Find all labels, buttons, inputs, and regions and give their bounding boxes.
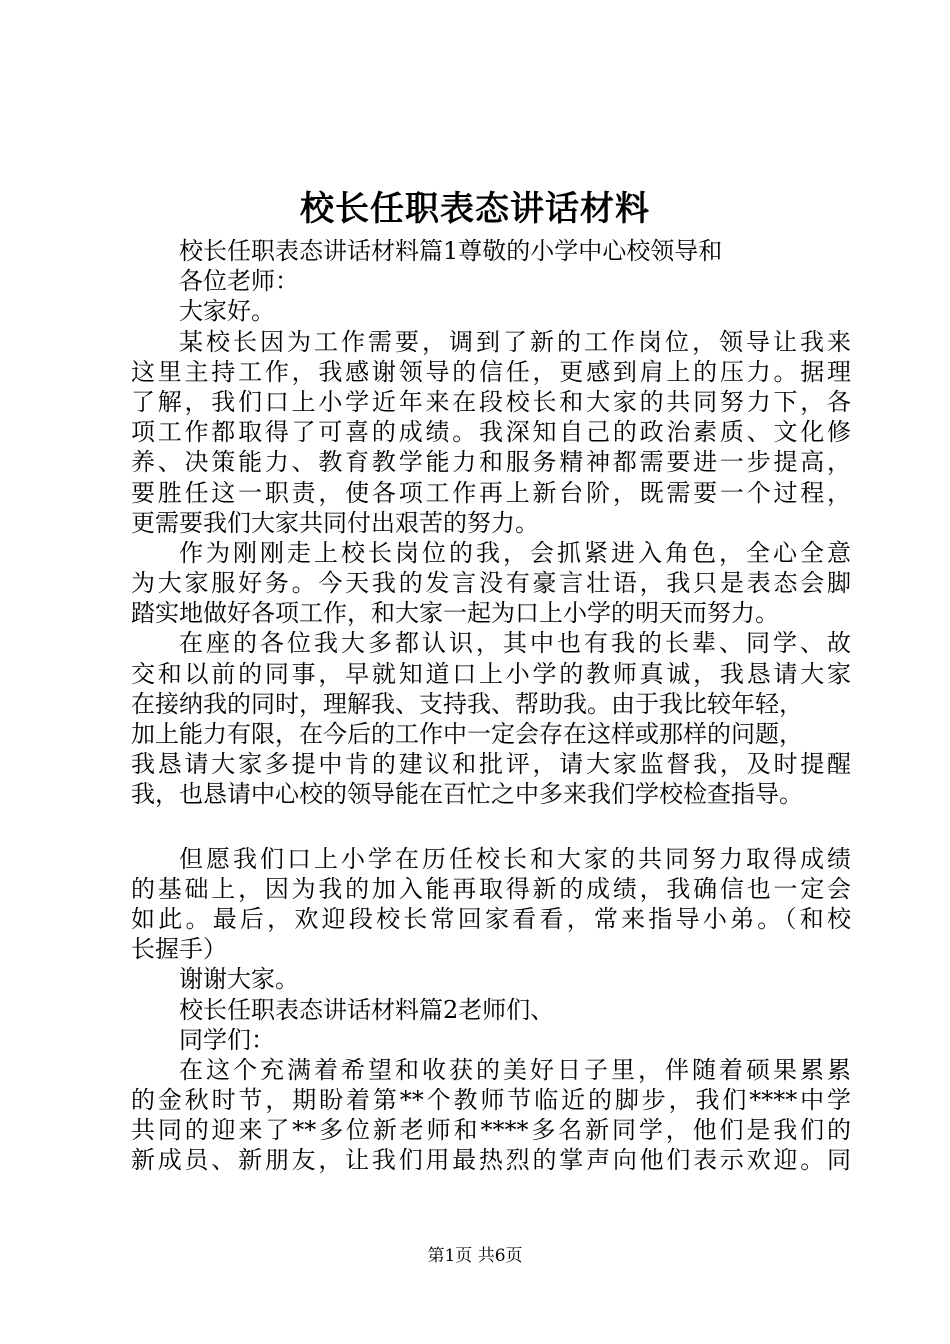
text-line: 谢谢大家。 — [179, 965, 299, 994]
text-line: 大家好。 — [179, 297, 275, 326]
text-line: 作为刚刚走上校长岗位的我，会抓紧进入角色，全心全意 — [179, 538, 851, 567]
text-line: 更需要我们大家共同付出艰苦的努力。 — [131, 508, 539, 537]
page-number-footer: 第1页 共6页 — [427, 1246, 523, 1266]
text-line: 共同的迎来了**多位新老师和****多名新同学，他们是我们的 — [131, 1116, 851, 1145]
text-line: 在这个充满着希望和收获的美好日子里，伴随着硕果累累 — [179, 1055, 851, 1084]
text-line: 要胜任这一职责，使各项工作再上新台阶，既需要一个过程， — [131, 478, 851, 507]
text-line: 踏实地做好各项工作，和大家一起为口上小学的明天而努力。 — [131, 599, 779, 628]
text-line: 我，也恳请中心校的领导能在百忙之中多来我们学校检查指导。 — [131, 780, 803, 809]
text-line: 我恳请大家多提中肯的建议和批评，请大家监督我，及时提醒 — [131, 750, 851, 779]
text-line: 某校长因为工作需要，调到了新的工作岗位，领导让我来 — [179, 327, 851, 356]
text-line: 加上能力有限，在今后的工作中一定会存在这样或那样的问题， — [131, 720, 803, 748]
text-line: 为大家服好务。今天我的发言没有豪言壮语，我只是表态会脚 — [131, 569, 851, 598]
document-body — [131, 236, 851, 1176]
document-title: 校长任职表态讲话材料 — [300, 189, 650, 229]
text-line: 交和以前的同事，早就知道口上小学的教师真诚，我恳请大家 — [131, 659, 851, 688]
text-line: 这里主持工作，我感谢领导的信任，更感到肩上的压力。据理 — [131, 357, 851, 386]
text-line: 但愿我们口上小学在历任校长和大家的共同努力取得成绩 — [179, 844, 851, 873]
text-line: 校长任职表态讲话材料篇2老师们、 — [179, 995, 555, 1024]
text-line: 在座的各位我大多都认识，其中也有我的长辈、同学、故 — [179, 629, 851, 658]
text-line: 校长任职表态讲话材料篇1尊敬的小学中心校领导和 — [179, 237, 723, 265]
text-line: 了解，我们口上小学近年来在段校长和大家的共同努力下，各 — [131, 387, 851, 416]
text-line: 在接纳我的同时，理解我、支持我、帮助我。由于我比较年轻， — [131, 689, 803, 718]
text-line: 的金秋时节，期盼着第**个教师节临近的脚步，我们****中学 — [131, 1086, 851, 1115]
text-line: 长握手） — [131, 935, 227, 964]
text-line: 项工作都取得了可喜的成绩。我深知自己的政治素质、文化修 — [131, 418, 851, 447]
text-line: 新成员、新朋友，让我们用最热烈的掌声向他们表示欢迎。同 — [131, 1146, 851, 1175]
text-line: 如此。最后，欢迎段校长常回家看看，常来指导小弟。（和校 — [131, 904, 851, 933]
text-line: 同学们： — [179, 1025, 275, 1054]
text-line: 养、决策能力、教育教学能力和服务精神都需要进一步提高， — [131, 448, 851, 477]
paragraph-gap — [131, 810, 851, 844]
text-line: 的基础上，因为我的加入能再取得新的成绩，我确信也一定会 — [131, 874, 851, 903]
text-line: 各位老师： — [179, 267, 299, 296]
